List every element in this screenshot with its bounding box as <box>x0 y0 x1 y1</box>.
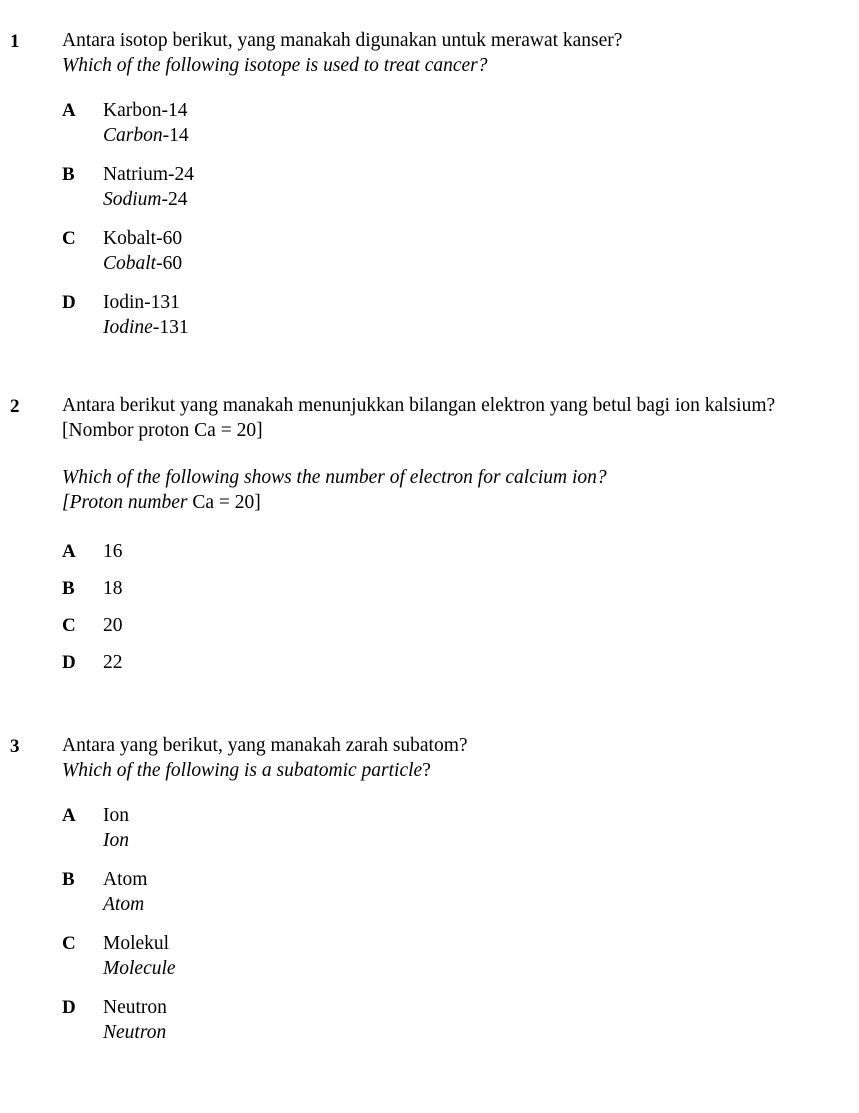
question-spacer <box>10 675 818 733</box>
option-text-malay: Neutron <box>103 997 167 1018</box>
question-3 <box>10 733 818 1045</box>
option-text-english <box>103 123 818 148</box>
option-text <box>103 867 818 917</box>
question-2-stem-english-note <box>62 490 818 515</box>
option-text-english-name: Cobalt <box>103 253 157 274</box>
question-3-stem <box>62 733 818 783</box>
option-text <box>103 290 818 340</box>
question-1-options <box>62 98 818 340</box>
option-text-malay: Ion <box>103 805 129 826</box>
option-text <box>103 576 818 601</box>
option-text-malay: Kobalt-60 <box>103 228 183 249</box>
option-letter: D <box>62 292 76 313</box>
question-1-body <box>62 28 818 340</box>
option-text-english-number: -24 <box>161 189 188 210</box>
question-1-number: 1 <box>10 31 20 52</box>
option-letter: D <box>62 652 76 673</box>
question-2-note-malay-open: [Nombor proton <box>62 420 195 441</box>
option-letter: B <box>62 578 75 599</box>
question-1-stem <box>62 28 818 78</box>
option-text-english: Neutron <box>103 1022 167 1043</box>
option-text <box>103 650 818 675</box>
question-3-options <box>62 803 818 1045</box>
question-3-number: 3 <box>10 736 20 757</box>
option-text-english <box>103 251 818 276</box>
question-3-stem-english-text: Which of the following is a subatomic particle <box>62 760 423 781</box>
option-letter: D <box>62 997 76 1018</box>
option-letter: A <box>62 805 76 826</box>
option-row[interactable] <box>62 290 818 340</box>
option-row[interactable] <box>62 576 818 601</box>
option-letter: B <box>62 164 75 185</box>
option-row[interactable] <box>62 226 818 276</box>
question-2 <box>10 393 818 675</box>
option-text-malay: 18 <box>103 578 123 599</box>
option-text <box>103 98 818 148</box>
question-2-number: 2 <box>10 396 20 417</box>
option-row[interactable] <box>62 650 818 675</box>
question-3-stem-english-qmark: ? <box>422 760 431 781</box>
option-text-malay: 22 <box>103 652 123 673</box>
option-text-english <box>103 315 818 340</box>
option-row[interactable] <box>62 803 818 853</box>
question-spacer <box>10 340 818 393</box>
option-text-malay: Natrium-24 <box>103 164 194 185</box>
question-2-body <box>62 393 818 675</box>
option-text <box>103 995 818 1045</box>
option-letter: A <box>62 541 76 562</box>
option-text <box>103 162 818 212</box>
option-text-english-number: -60 <box>156 253 183 274</box>
option-text-english-number: -14 <box>162 125 189 146</box>
option-text-malay: Karbon-14 <box>103 100 188 121</box>
question-2-stem-malay: Antara berikut yang manakah menunjukkan bilangan elektron yang betul bagi ion kalsium? <box>62 395 776 416</box>
option-letter: C <box>62 615 76 636</box>
option-letter: A <box>62 100 76 121</box>
option-row[interactable] <box>62 162 818 212</box>
option-text-malay: Molekul <box>103 933 170 954</box>
question-3-stem-english <box>62 758 818 783</box>
option-letter: C <box>62 933 76 954</box>
question-2-note-malay-value: Ca = 20] <box>194 420 263 441</box>
option-text-english-name: Iodine <box>103 317 153 338</box>
option-text <box>103 226 818 276</box>
option-text <box>103 539 818 564</box>
question-2-note-english-open: [Proton number <box>62 492 193 513</box>
option-text <box>103 931 818 981</box>
option-row[interactable] <box>62 613 818 638</box>
question-1 <box>10 28 818 340</box>
question-2-options <box>62 539 818 675</box>
option-text-malay: Atom <box>103 869 148 890</box>
option-text-english-number: -131 <box>152 317 189 338</box>
option-row[interactable] <box>62 931 818 981</box>
question-2-stem <box>62 393 818 515</box>
question-2-stem-english: Which of the following shows the number of electron for calcium ion? <box>62 467 607 488</box>
option-row[interactable] <box>62 867 818 917</box>
option-text-english-name: Carbon <box>103 125 163 146</box>
question-3-stem-malay: Antara yang berikut, yang manakah zarah subatom? <box>62 735 468 756</box>
option-text-english: Atom <box>103 894 145 915</box>
option-text-english: Molecule <box>103 958 176 979</box>
question-1-stem-english: Which of the following isotope is used to treat cancer? <box>62 55 488 76</box>
option-text-malay: Iodin-131 <box>103 292 180 313</box>
option-text-malay: 16 <box>103 541 123 562</box>
option-letter: B <box>62 869 75 890</box>
option-text-english-name: Sodium <box>103 189 162 210</box>
option-row[interactable] <box>62 98 818 148</box>
option-row[interactable] <box>62 995 818 1045</box>
question-2-stem-malay-note <box>62 418 818 443</box>
question-1-stem-malay: Antara isotop berikut, yang manakah digunakan untuk merawat kanser? <box>62 30 623 51</box>
option-row[interactable] <box>62 539 818 564</box>
option-text <box>103 613 818 638</box>
option-text <box>103 803 818 853</box>
option-text-english <box>103 187 818 212</box>
option-text-malay: 20 <box>103 615 123 636</box>
question-3-body <box>62 733 818 1045</box>
question-2-note-english-value: Ca = 20] <box>192 492 261 513</box>
option-letter: C <box>62 228 76 249</box>
option-text-english: Ion <box>103 830 129 851</box>
